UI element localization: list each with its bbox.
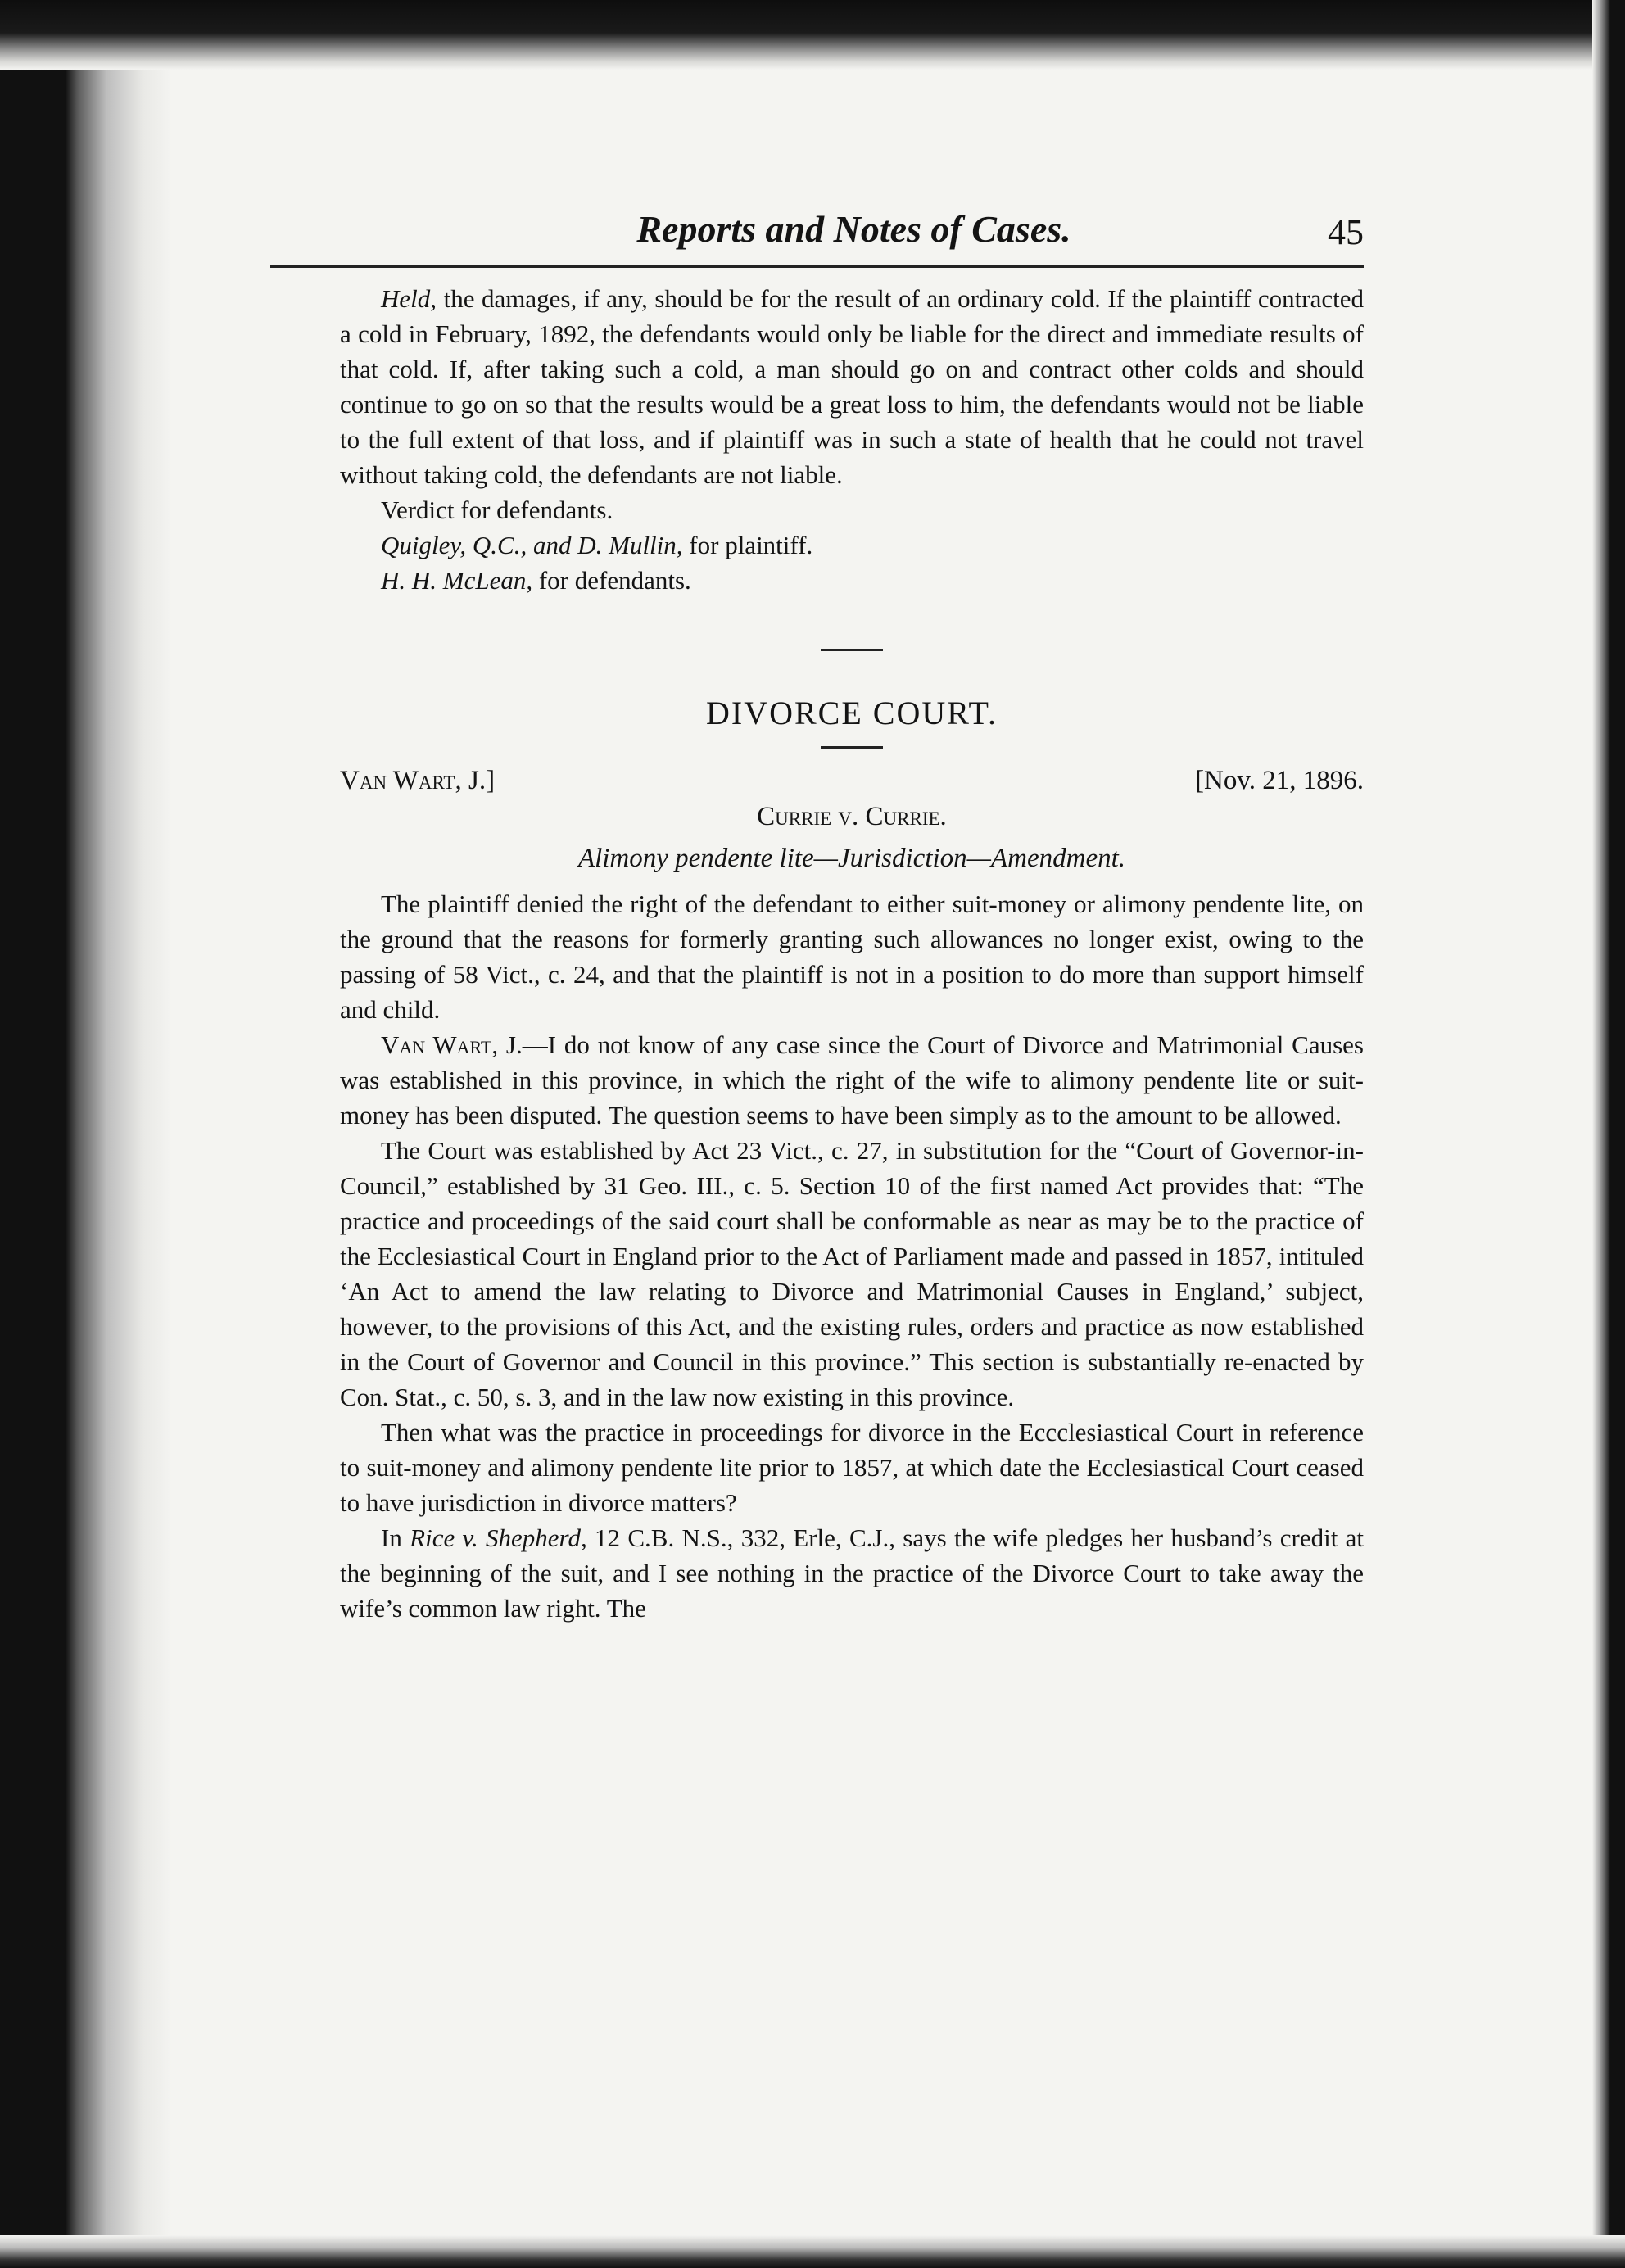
paragraph-court-established: The Court was established by Act 23 Vict., c. 27, in substitution for the “Court of Governor-in-Council,” established by 31 Geo. III., c. 5. Section 10 of the first named Act provides that: “The practice and proceedings of the said court shall be conformable as near as may be to the practice of the Ecclesiastical Court in England prior to the Act of Parliament made and passed in 1857, intituled ‘An Act to amend the law relating to Divorce and Matrimonial Causes in England,’ subject, however, to the provisions of this Act, and the existing rules, orders and practice as now established in the Court of Governor and Council in this province.” This section is substantially re-enacted by Con. Stat., c. 50, s. 3, and in the law now existing in this province. bbox=[340, 1136, 1364, 1411]
held-word: Held bbox=[381, 284, 431, 313]
paragraph-practice-question: Then what was the practice in proceedings for divorce in the Eccclesiastical Court in reference to suit-money and alimony pendente lite prior to 1857, at which date the Ecclesiastical Court ceased to have jurisdiction in divorce matters? bbox=[340, 1418, 1364, 1517]
case-name: Currie v. Currie. bbox=[757, 802, 947, 831]
title-divider bbox=[821, 746, 883, 749]
held-paragraph bbox=[340, 281, 1364, 492]
scan-border-left bbox=[0, 0, 172, 2268]
paragraph-plaintiff-claim: The plaintiff denied the right of the defendant to either suit-money or alimony pendente lite, on the ground that the reasons for formerly granting such allowances no longer exist, owing to the passing of 58 Vict., c. 24, and that the plaintiff is not in a position to do more than support himself and child. bbox=[340, 890, 1364, 1024]
decision-date: [Nov. 21, 1896. bbox=[1195, 766, 1364, 795]
case-citation: Rice v. Shepherd, bbox=[410, 1523, 587, 1552]
paragraph-rice-v-shepherd bbox=[340, 1520, 1364, 1626]
counsel-plaintiff-names: Quigley, Q.C., and D. Mullin, bbox=[381, 531, 683, 559]
verdict: Verdict for defendants. bbox=[381, 496, 613, 524]
scan-border-top bbox=[0, 0, 1625, 70]
counsel-defendant-names: H. H. McLean, bbox=[381, 566, 533, 595]
court-title: DIVORCE COURT. bbox=[706, 695, 998, 731]
case-meta bbox=[340, 763, 1364, 799]
p5-lead: In bbox=[381, 1523, 410, 1552]
scan-border-right bbox=[1592, 0, 1625, 2268]
held-text: , the damages, if any, should be for the result of an ordinary cold. If the plaintiff contracted a cold in February, 1892, the defendants would only be liable for the direct and immediate results of that cold. If, after taking such a cold, a man should go on and contract other colds and should continue to go on so that the results would be a great loss to him, the defendants would not be liable to the full extent of that loss, and if plaintiff was in such a state of health that he could not travel without taking cold, the defendants are not liable. bbox=[340, 284, 1364, 489]
counsel-plaintiff-role: for plaintiff. bbox=[682, 531, 813, 559]
headnote: Alimony pendente lite—Jurisdiction—Amendment. bbox=[577, 844, 1126, 873]
paragraph-judgment-intro bbox=[340, 1027, 1364, 1133]
counsel-defendant-role: for defendants. bbox=[532, 566, 691, 595]
page-content bbox=[340, 205, 1364, 1626]
judgment-intro-text: —I do not know of any case since the Court of Divorce and Matrimonial Causes was established in this province, in which the right of the wife to alimony pendente lite or suit-money has been disputed. The question seems to have been simply as to the amount to be allowed. bbox=[340, 1030, 1364, 1129]
counsel-plaintiff bbox=[340, 527, 1364, 563]
page-number: 45 bbox=[1328, 212, 1364, 252]
judge-name: Van Wart, J.] bbox=[340, 766, 496, 795]
previous-case-conclusion bbox=[340, 281, 1364, 598]
p5-text: 12 C.B. N.S., 332, Erle, C.J., says the wife pledges her husband’s credit at the beginning of the suit, and I see nothing in the practice of the Divorce Court to take away the wife’s common law right. The bbox=[340, 1523, 1364, 1623]
judge-ref: Van Wart, J. bbox=[381, 1030, 523, 1059]
counsel-defendant bbox=[340, 563, 1364, 598]
section-divider bbox=[821, 649, 883, 651]
scan-border-bottom bbox=[0, 2235, 1625, 2268]
running-head: Reports and Notes of Cases. bbox=[636, 208, 1071, 250]
page-header bbox=[270, 205, 1364, 268]
